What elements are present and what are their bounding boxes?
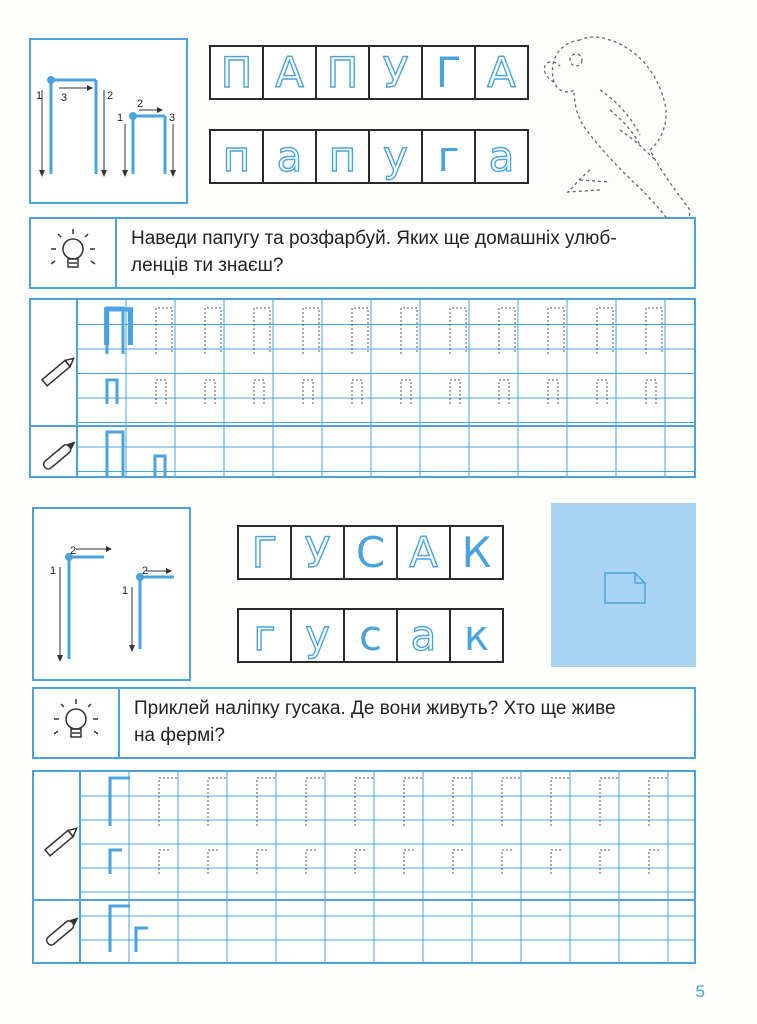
practice-grid-lines [34, 772, 694, 962]
stroke-num: 3 [169, 112, 176, 124]
letter: А [487, 47, 516, 97]
stroke-num: 2 [107, 90, 114, 102]
practice-letter-dotted [551, 778, 571, 874]
letter: П [220, 47, 253, 97]
letter: п [328, 131, 357, 181]
letter-highlight: с [358, 610, 383, 660]
letter-highlight: к [463, 610, 490, 660]
letter: У [382, 47, 409, 97]
practice-letter-dotted [548, 308, 564, 404]
hint-icon-cell [34, 689, 120, 757]
letter: А [409, 527, 438, 577]
stroke-order-g-diagram [34, 509, 189, 679]
practice-letter-dotted [502, 778, 522, 874]
hint-box-2 [32, 687, 696, 759]
pencil-icon [45, 825, 79, 856]
practice-letter-upper: П [99, 298, 139, 358]
stroke-num: 1 [122, 585, 129, 597]
pencil-icon [42, 355, 76, 386]
letter: А [275, 47, 304, 97]
practice-letter-dotted [303, 308, 319, 404]
practice-letter-dotted [404, 778, 424, 874]
practice-letter-dotted [450, 308, 466, 404]
practice-letter-dotted [355, 778, 375, 874]
letter: г [253, 610, 276, 660]
lightbulb-icon [31, 219, 115, 287]
letter: а [410, 610, 437, 660]
letter-highlight: К [461, 527, 492, 577]
hint-line: Наведи папугу та розфарбуй. Яких ще домашніх улюб- [131, 228, 617, 249]
practice-letter-dotted [159, 778, 179, 874]
pen-icon [45, 914, 81, 947]
hint-icon-cell [31, 219, 117, 287]
stroke-num: 2 [70, 545, 77, 557]
letter: а [276, 131, 303, 181]
letter: П [326, 47, 359, 97]
pen-icon [42, 438, 78, 471]
stroke-order-p-diagram [31, 40, 186, 202]
word-gusak-lower [237, 608, 502, 663]
stroke-num: 1 [36, 90, 43, 102]
stroke-num: 3 [61, 92, 68, 104]
hint-line: на фермі? [134, 725, 225, 746]
practice-letter-dotted [597, 308, 613, 404]
practice-letter-dotted [453, 778, 473, 874]
letter-highlight: С [355, 527, 386, 577]
letter: п [222, 131, 251, 181]
stroke-order-box-p [29, 38, 188, 204]
practice-letter-dotted [499, 308, 515, 404]
practice-letter-dotted [401, 308, 417, 404]
hint-line: ленців ти знаєш? [131, 255, 284, 276]
practice-letter-dotted [649, 778, 669, 874]
letter-highlight: г [437, 131, 460, 181]
hint-text [131, 225, 684, 279]
practice-bottom-letters [107, 432, 165, 476]
practice-letter-dotted [156, 308, 172, 404]
letter: у [305, 610, 330, 660]
lightbulb-icon [34, 689, 118, 757]
practice-grid-1[interactable] [29, 298, 696, 478]
word-gusak-upper [237, 525, 502, 580]
practice-letter-dotted [257, 778, 277, 874]
practice-grid-2[interactable] [32, 770, 696, 964]
stroke-num: 1 [117, 112, 124, 124]
letter: у [383, 131, 408, 181]
word-papuga-lower [209, 129, 527, 184]
practice-letter-dotted [306, 778, 326, 874]
practice-letter-solid [110, 778, 130, 874]
word-papuga-upper [209, 45, 527, 100]
stroke-order-box-g [32, 507, 191, 681]
page-number: 5 [695, 982, 705, 1001]
stroke-num: 2 [137, 98, 144, 110]
letter: У [304, 527, 331, 577]
practice-letter-dotted [205, 308, 221, 404]
letter: Г [251, 527, 278, 577]
letter: а [488, 131, 515, 181]
practice-letter-dotted [600, 778, 620, 874]
stroke-num: 1 [50, 565, 57, 577]
letter-highlight: Г [435, 47, 462, 97]
practice-letter-dotted [254, 308, 270, 404]
hint-box-1 [29, 217, 696, 289]
sticker-icon [551, 503, 696, 667]
sticker-placeholder[interactable] [551, 503, 696, 667]
hint-text [134, 695, 684, 749]
practice-letter-dotted [352, 308, 368, 404]
practice-letter-dotted [646, 308, 662, 404]
stroke-num: 2 [142, 565, 149, 577]
practice-letter-dotted [208, 778, 228, 874]
hint-line: Приклей наліпку гусака. Де вони живуть? Хто ще живе [134, 698, 616, 719]
